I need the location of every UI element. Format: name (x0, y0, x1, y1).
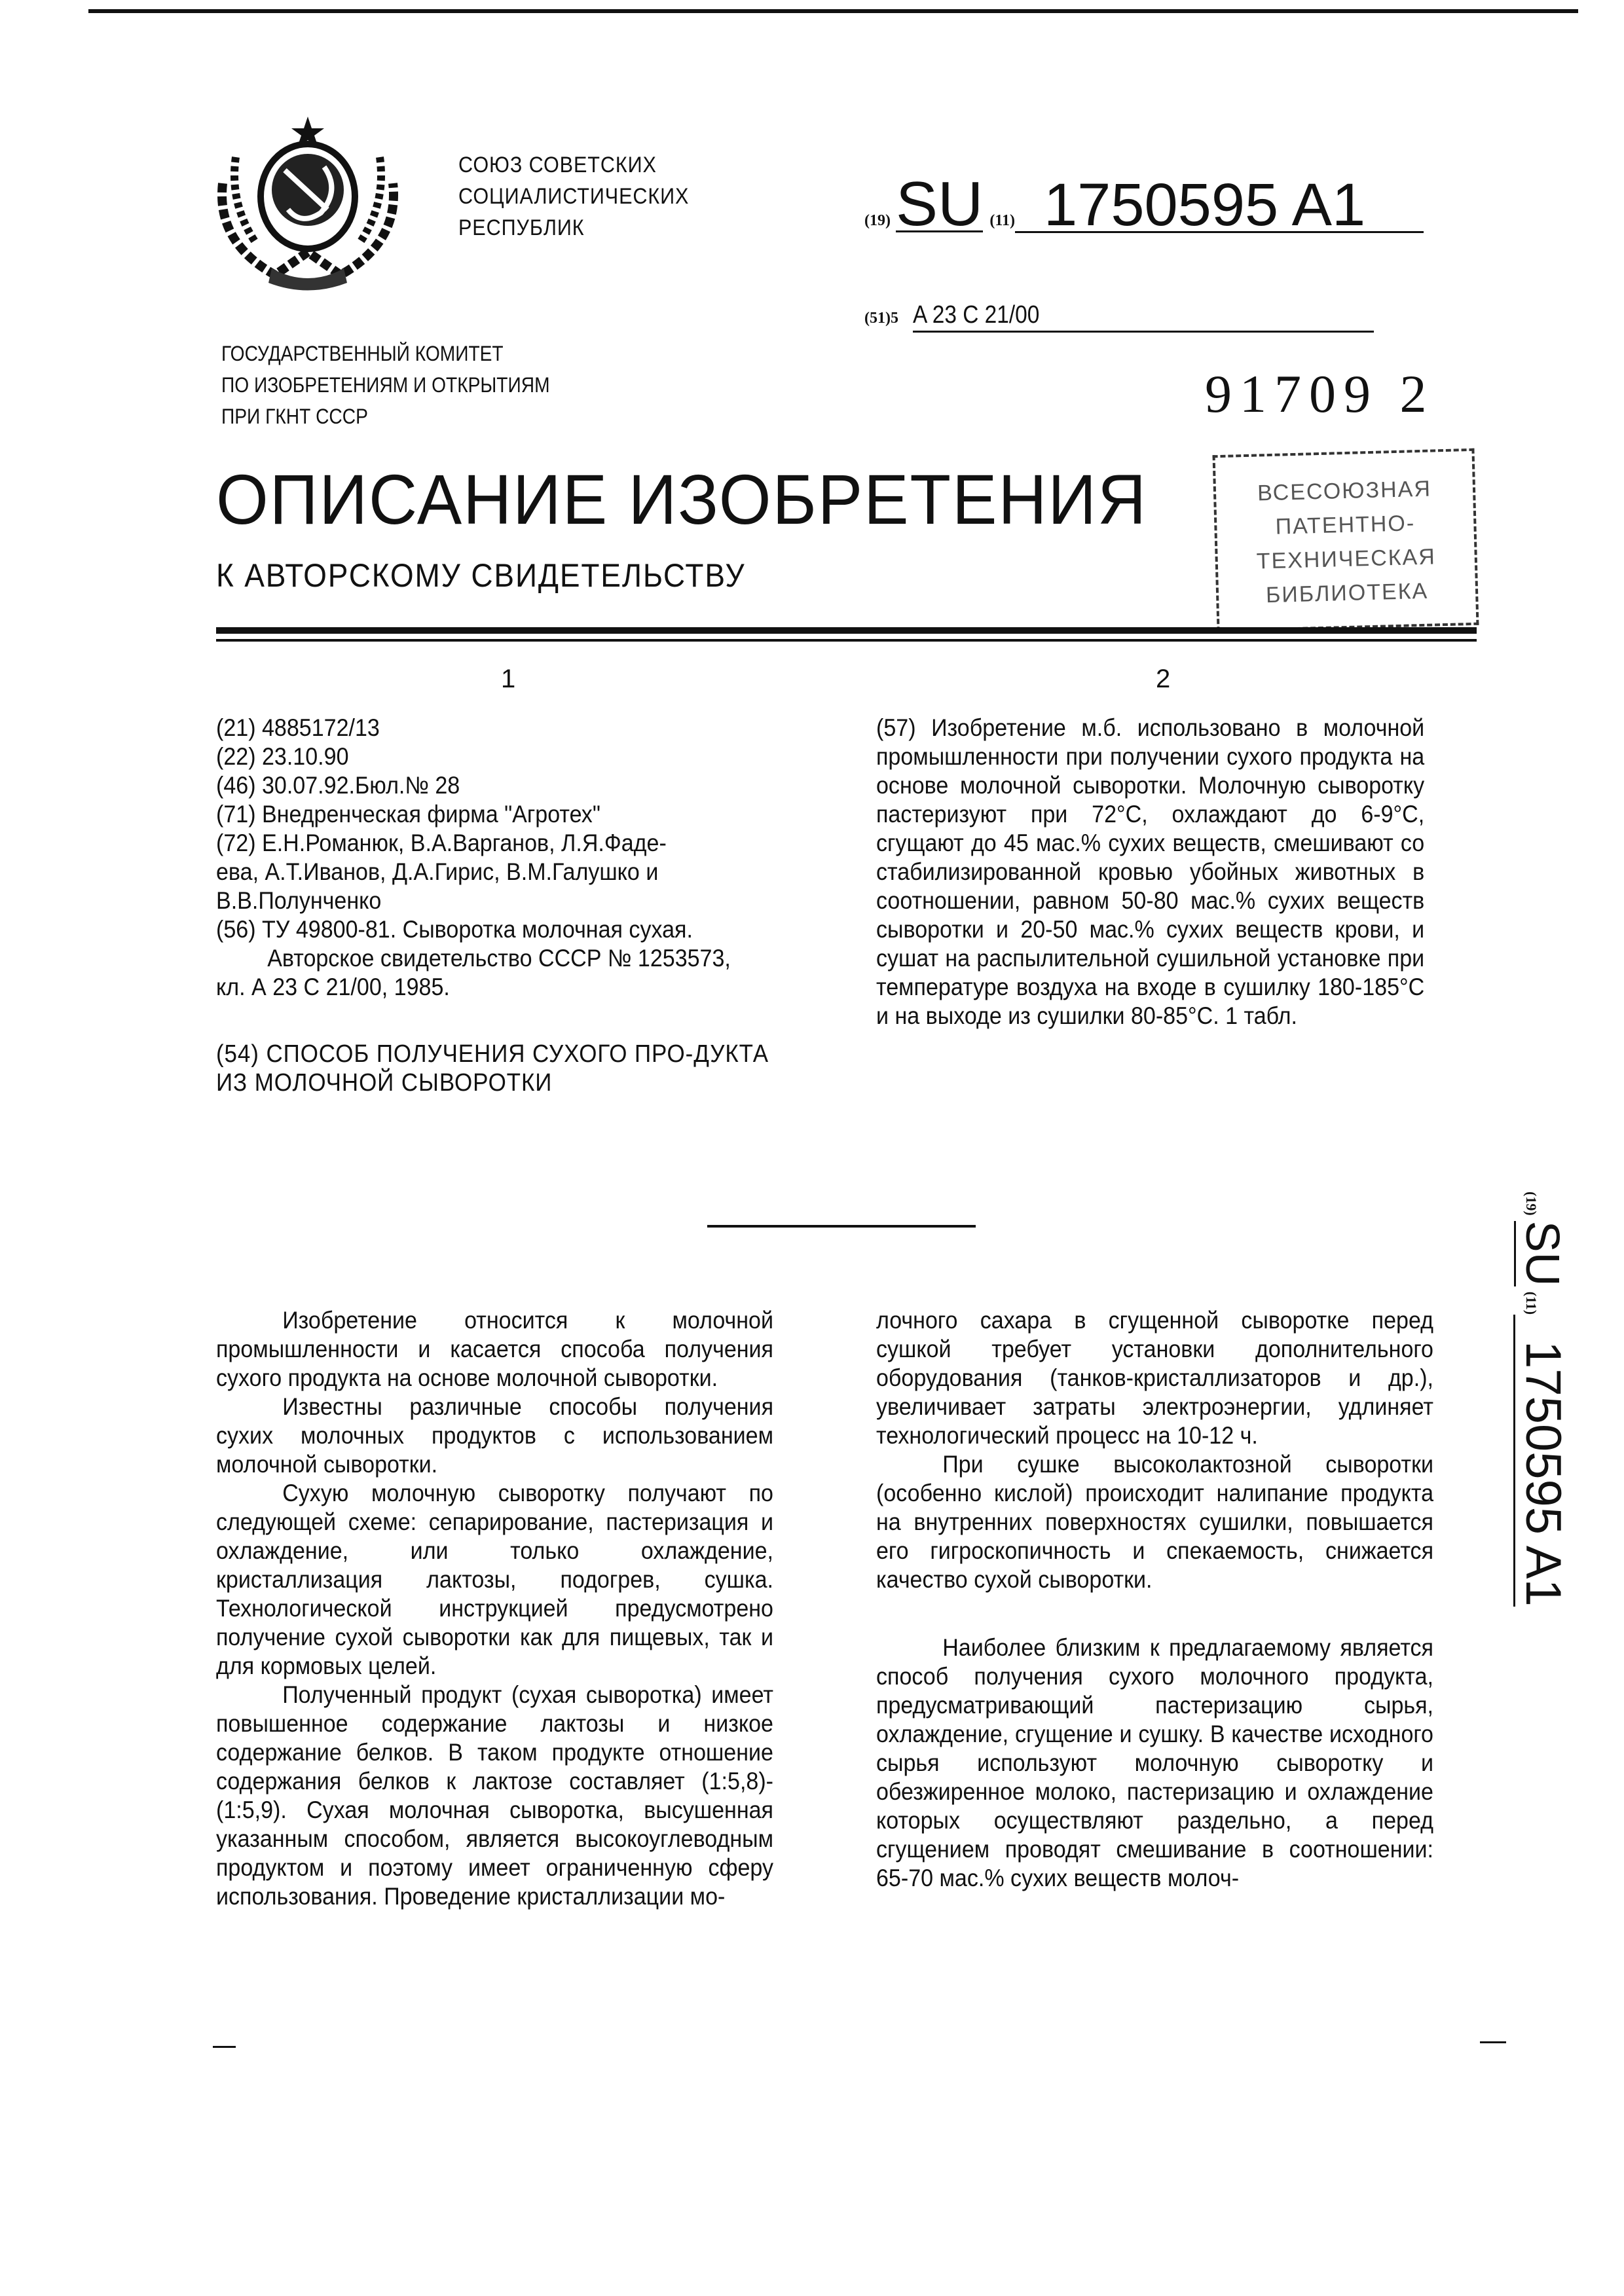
bibliographic-data (216, 714, 777, 1097)
biblio-item: (21) 4885172/13 (216, 714, 777, 742)
country-line: РЕСПУБЛИК (458, 212, 689, 244)
biblio-item: ева, А.Т.Иванов, Д.А.Гирис, В.М.Галушко и (216, 858, 777, 886)
country-code: SU (896, 178, 983, 232)
body-column-right (876, 1306, 1433, 1893)
handwritten-number: 91709 2 (1205, 363, 1435, 425)
ipc-classification (864, 301, 1437, 333)
header-rule-thick (216, 627, 1477, 634)
footer-mark-right (1480, 2041, 1506, 2043)
biblio-item: (56) ТУ 49800-81. Сыворотка молочная сухая. (216, 915, 777, 944)
column-number-left: 1 (501, 665, 515, 694)
body-paragraph: При сушке высоколактозной сыворотки (особенно кислой) происходит налипание продукта на внутренних поверхностях сушилки, повышается его гигроскопичность и спекаемость, снижается качество сухой сыворотки. (876, 1450, 1433, 1594)
stamp-line: БИБЛИОТЕКА (1219, 573, 1476, 613)
invention-title: (54) СПОСОБ ПОЛУЧЕНИЯ СУХОГО ПРО-ДУКТА ИЗ МОЛОЧНОЙ СЫВОРОТКИ (216, 1040, 777, 1097)
side-patent-number: 1750595 A1 (1513, 1315, 1571, 1607)
side-inid-code-11: (11) (1523, 1292, 1540, 1315)
biblio-item: В.В.Полунченко (216, 886, 777, 915)
country-line: СОЦИАЛИСТИЧЕСКИХ (458, 181, 689, 212)
document-subtitle: К АВТОРСКОМУ СВИДЕТЕЛЬСТВУ (216, 556, 745, 594)
reference-line: кл. А 23 С 21/00, 1985. (216, 973, 777, 1002)
column-number-right: 2 (1156, 665, 1170, 694)
stamp-line: ПАТЕНТНО- (1217, 505, 1474, 545)
reference-line: Авторское свидетельство СССР № 1253573, (216, 944, 777, 973)
committee-line: ПО ИЗОБРЕТЕНИЯМ И ОТКРЫТИЯМ (221, 369, 550, 401)
header-rule-thin (216, 639, 1477, 642)
biblio-item: (72) Е.Н.Романюк, В.А.Варганов, Л.Я.Фаде- (216, 829, 777, 858)
committee-line: ГОСУДАРСТВЕННЫЙ КОМИТЕТ (221, 338, 550, 369)
biblio-item: (71) Внедренческая фирма "Агротех" (216, 800, 777, 829)
side-country-code: SU (1514, 1221, 1568, 1286)
inid-code-51: (51)5 (864, 310, 898, 327)
inid-code-11: (11) (989, 212, 1015, 229)
stamp-line: ТЕХНИЧЕСКАЯ (1217, 539, 1475, 579)
country-line: СОЮЗ СОВЕТСКИХ (458, 149, 689, 181)
top-border-rule (88, 9, 1578, 13)
body-paragraph: лочного сахара в сгущенной сыворотке перед сушкой требует установки дополнительного оборудования (танков-кристаллизаторов и др.), увеличивает затраты электроэнергии, удлиняет технологический процесс на 10-12 ч. (876, 1306, 1433, 1450)
body-column-left (216, 1306, 773, 1911)
patent-number: 1750595 A1 (1015, 179, 1424, 233)
country-name (458, 149, 689, 244)
body-paragraph: Сухую молочную сыворотку получают по следующей схеме: сепарирование, пастеризация и охлаждение, или только охлаждение, кристаллизация лактозы, подогрев, сушка. Технологической инструкцией предусмотрено получение сухой сыворотки как для пищевых, так и для кормовых целей. (216, 1479, 773, 1681)
body-paragraph: Известны различные способы получения сухих молочных продуктов с использованием молочной сыворотки. (216, 1393, 773, 1479)
biblio-item: (22) 23.10.90 (216, 742, 777, 771)
biblio-item: (46) 30.07.92.Бюл.№ 28 (216, 771, 777, 800)
stamp-line: ВСЕСОЮЗНАЯ (1215, 471, 1473, 511)
ussr-emblem-icon (210, 111, 406, 295)
committee-name (221, 338, 550, 432)
committee-line: ПРИ ГКНТ СССР (221, 401, 550, 432)
ipc-class: A 23 C 21/00 (913, 301, 1374, 333)
footer-mark-left (213, 2046, 236, 2048)
body-paragraph: Наиболее близким к предлагаемому является способ получения сухого молочного продукта, предусматривающий пастеризацию сырья, охлаждение, сгущение и сушку. В качестве исходного сырья используют молочную сыворотку и обезжиренное молоко, пастеризацию и охлаждение которых осуществляют раздельно, а перед сгущением проводят смешивание в соотношении: 65-70 мас.% сухих веществ молоч- (876, 1633, 1433, 1893)
document-title: ОПИСАНИЕ ИЗОБРЕТЕНИЯ (216, 458, 1147, 540)
library-stamp (1213, 448, 1479, 632)
abstract: (57) Изобретение м.б. использовано в молочной промышленности при получении сухого продукта на основе молочной сыворотки. Молочную сыворотку пастеризуют при 72°С, охлаждают до 6-9°С, сгущают до 45 мас.% сухих веществ, смешивают со стабилизированной кровью убойных животных в соотношении, равном 50-80 мас.% сухих веществ сыворотки и 20-50 мас.% сухих веществ крови, и сушат на распылительной сушильной установке при температуре воздуха на входе в сушилку 180-185°С и на выходе из сушилки 80-85°С. 1 табл. (876, 714, 1424, 1030)
paragraph-gap (876, 1594, 1433, 1633)
body-paragraph: Изобретение относится к молочной промышленности и касается способа получения сухого продукта на основе молочной сыворотки. (216, 1306, 773, 1393)
body-paragraph: Полученный продукт (сухая сыворотка) имеет повышенное содержание лактозы и низкое содержание белков. В таком продукте отношение содержания белков к лактозе составляет (1:5,8)-(1:5,9). Сухая молочная сыворотка, высушенная указанным способом, является высокоуглеводным продуктом и поэтому имеет ограниченную сферу использования. Проведение кристаллизации мо- (216, 1681, 773, 1911)
side-inid-code-19: (19) (1523, 1192, 1540, 1216)
side-publication-label (1490, 1192, 1581, 1781)
section-divider (707, 1225, 976, 1228)
inid-code-19: (19) (864, 212, 891, 229)
publication-number (864, 178, 1424, 233)
